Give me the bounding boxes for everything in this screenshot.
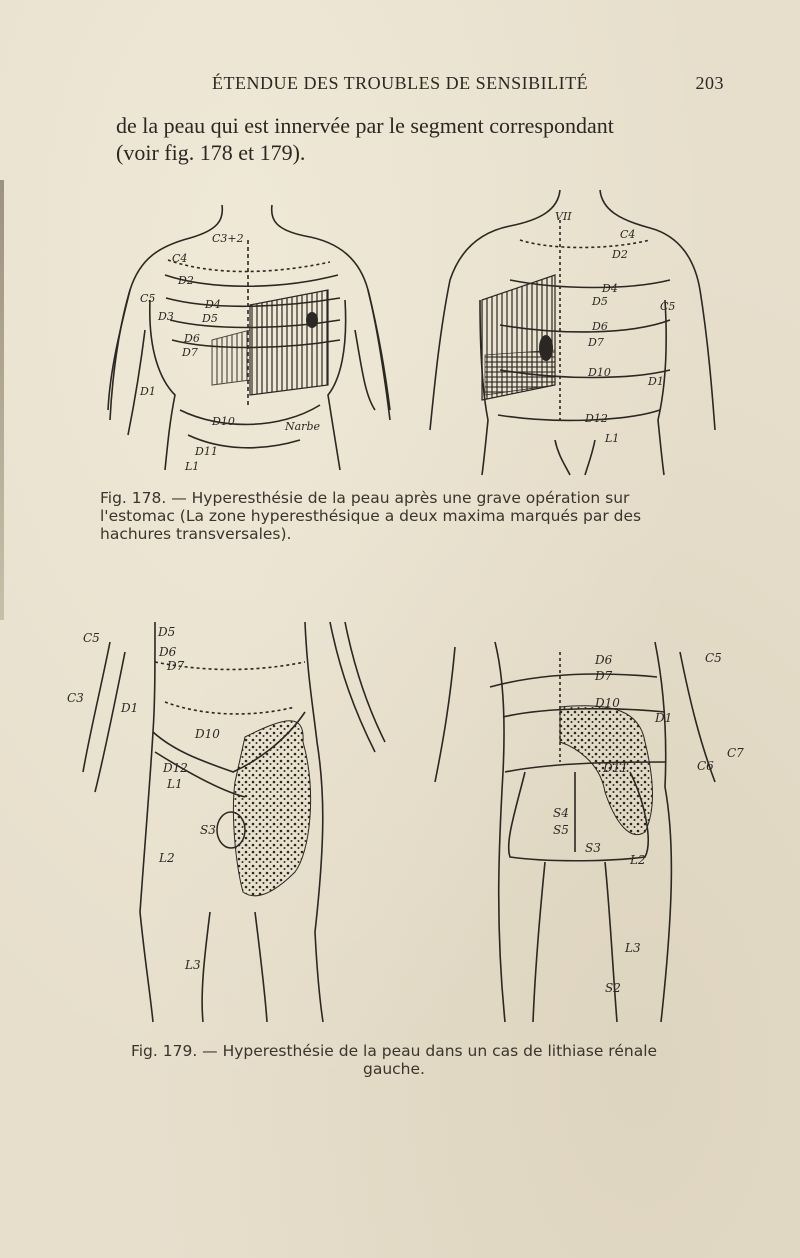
svg-text:C3: C3 bbox=[67, 691, 84, 705]
svg-text:D12: D12 bbox=[585, 412, 608, 425]
front-labels-179 bbox=[67, 625, 220, 972]
svg-text:D2: D2 bbox=[178, 274, 194, 287]
svg-text:S5: S5 bbox=[553, 823, 569, 837]
svg-text:D5: D5 bbox=[592, 295, 608, 308]
figure-179-caption bbox=[84, 1042, 704, 1078]
svg-text:C4: C4 bbox=[620, 228, 636, 241]
svg-text:S3: S3 bbox=[585, 841, 601, 855]
figure-178-illustration bbox=[100, 180, 720, 480]
body-line-2: (voir fig. 178 et 179). bbox=[116, 140, 306, 165]
svg-text:D5: D5 bbox=[158, 625, 176, 639]
svg-text:VII: VII bbox=[555, 210, 572, 223]
svg-text:D1: D1 bbox=[121, 701, 139, 715]
svg-text:D10: D10 bbox=[595, 696, 620, 710]
svg-text:D5: D5 bbox=[202, 312, 218, 325]
svg-text:D1: D1 bbox=[655, 711, 673, 725]
svg-text:S2: S2 bbox=[605, 981, 621, 995]
figure-179 bbox=[55, 612, 755, 1032]
figure-179-illustration bbox=[55, 612, 755, 1032]
page-edge-shadow bbox=[0, 180, 4, 620]
svg-text:L1: L1 bbox=[605, 432, 620, 445]
back-torso-drawing bbox=[430, 190, 715, 475]
running-title: ÉTENDUE DES TROUBLES DE SENSIBILITÉ bbox=[212, 73, 589, 93]
svg-text:C7: C7 bbox=[727, 746, 744, 760]
svg-text:C4: C4 bbox=[172, 252, 188, 265]
back-pelvis-drawing bbox=[435, 642, 715, 1022]
figure-178-caption-line-1: Fig. 178. — Hyperesthésie de la peau après une grave opération sur bbox=[100, 489, 630, 507]
svg-text:D7: D7 bbox=[182, 346, 198, 359]
svg-text:D12: D12 bbox=[163, 761, 188, 775]
svg-text:C6: C6 bbox=[697, 759, 714, 773]
svg-text:D2: D2 bbox=[612, 248, 628, 261]
figure-178-caption bbox=[100, 489, 720, 543]
svg-text:D1: D1 bbox=[648, 375, 664, 388]
svg-text:D4: D4 bbox=[205, 298, 221, 311]
svg-text:D3: D3 bbox=[158, 310, 174, 323]
svg-text:D6: D6 bbox=[592, 320, 608, 333]
svg-text:L3: L3 bbox=[185, 958, 201, 972]
svg-text:L2: L2 bbox=[159, 851, 175, 865]
svg-text:D7: D7 bbox=[595, 669, 613, 683]
svg-text:D10: D10 bbox=[212, 415, 235, 428]
svg-text:D1: D1 bbox=[140, 385, 156, 398]
svg-text:D7: D7 bbox=[167, 659, 185, 673]
figure-178 bbox=[100, 180, 720, 480]
svg-text:C5: C5 bbox=[705, 651, 722, 665]
svg-text:D7: D7 bbox=[588, 336, 604, 349]
svg-text:D11: D11 bbox=[195, 445, 218, 458]
svg-text:D6: D6 bbox=[595, 653, 613, 667]
figure-179-caption-line-1: Fig. 179. — Hyperesthésie de la peau dans un cas de lithiase rénale bbox=[130, 1042, 658, 1060]
page-number: 203 bbox=[695, 73, 724, 93]
svg-text:S4: S4 bbox=[553, 806, 569, 820]
svg-text:L1: L1 bbox=[185, 460, 200, 473]
back-labels bbox=[555, 210, 675, 445]
svg-text:D6: D6 bbox=[184, 332, 200, 345]
svg-text:D10: D10 bbox=[588, 366, 611, 379]
body-paragraph bbox=[116, 112, 728, 166]
svg-text:C5: C5 bbox=[140, 292, 156, 305]
svg-text:D6: D6 bbox=[159, 645, 177, 659]
svg-text:Narbe: Narbe bbox=[285, 420, 320, 433]
svg-text:C5: C5 bbox=[83, 631, 100, 645]
svg-text:S3: S3 bbox=[200, 823, 216, 837]
figure-178-caption-line-2: l'estomac (La zone hyperesthésique a deux maxima marqués par des bbox=[100, 507, 642, 525]
front-secondary-hatch-zone bbox=[212, 330, 250, 385]
svg-text:L3: L3 bbox=[625, 941, 641, 955]
front-dotted-hyperesthesic-zone bbox=[233, 721, 310, 896]
svg-text:D11: D11 bbox=[603, 761, 628, 775]
figure-179-caption-line-2: gauche. bbox=[363, 1060, 425, 1078]
svg-text:L1: L1 bbox=[167, 777, 183, 791]
front-vertical-hatch-zone bbox=[250, 290, 328, 395]
svg-text:C5: C5 bbox=[660, 300, 676, 313]
front-maximum-spot bbox=[306, 312, 318, 328]
back-maximum-spot bbox=[539, 335, 553, 361]
svg-text:L2: L2 bbox=[630, 853, 646, 867]
svg-text:C3+2: C3+2 bbox=[212, 232, 244, 245]
svg-text:D4: D4 bbox=[602, 282, 618, 295]
figure-178-caption-line-3: hachures transversales). bbox=[100, 525, 292, 543]
svg-text:D10: D10 bbox=[195, 727, 220, 741]
body-line-1: de la peau qui est innervée par le segment correspondant bbox=[116, 113, 614, 138]
